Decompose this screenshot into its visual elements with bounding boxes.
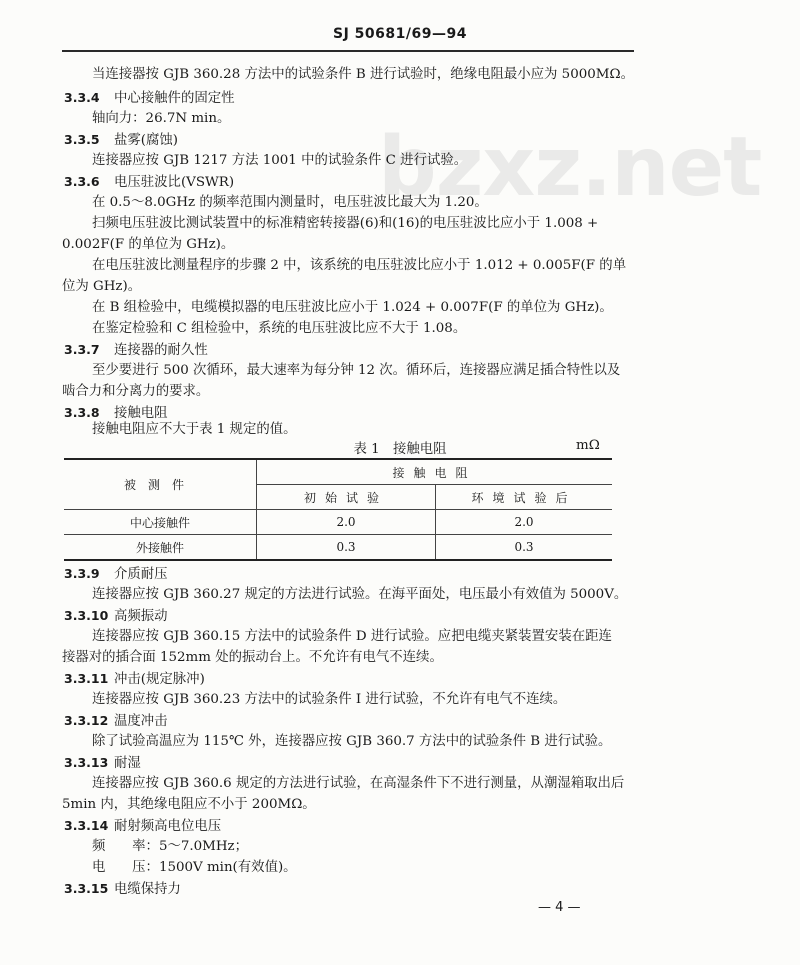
section-title: 盐雾(腐蚀)	[114, 133, 179, 148]
table-cell-after: 2.0	[436, 510, 613, 535]
section-heading-3-3-7	[64, 341, 208, 359]
page-number: — 4 —	[538, 900, 581, 915]
paragraph-line: 扫频电压驻波比测试装置中的标准精密转接器(6)和(16)的电压驻波比应小于 1.008 +	[92, 216, 599, 231]
paragraph-line: 在电压驻波比测量程序的步骤 2 中，该系统的电压驻波比应小于 1.012 + 0.005F(F 的单	[92, 258, 627, 273]
section-title: 高频振动	[114, 609, 168, 624]
paragraph-line: 在 0.5～8.0GHz 的频率范围内测量时，电压驻波比最大为 1.20。	[92, 195, 488, 210]
table-header-item: 被测件	[64, 459, 257, 510]
paragraph-line: 连接器应按 GJB 360.15 方法中的试验条件 D 进行试验。应把电缆夹紧装置安装在距连	[92, 629, 612, 644]
section-title: 连接器的耐久性	[114, 343, 208, 358]
paragraph-line: 5min 内，其绝缘电阻应不小于 200MΩ。	[62, 797, 316, 812]
paragraph-line: 接器对的插合面 152mm 处的振动台上。不允许有电气不连续。	[62, 650, 443, 665]
paragraph-line: 0.002F(F 的单位为 GHz)。	[62, 237, 235, 252]
section-title: 介质耐压	[114, 567, 168, 582]
section-number: 3.3.10	[64, 608, 109, 623]
section-title: 电压驻波比(VSWR)	[114, 175, 235, 190]
section-heading-3-3-8	[64, 404, 168, 422]
table-cell-after: 0.3	[436, 535, 613, 561]
section-heading-3-3-6	[64, 173, 234, 191]
paragraph-line: 在鉴定检验和 C 组检验中，系统的电压驻波比应不大于 1.08。	[92, 321, 467, 336]
table-row	[64, 535, 612, 561]
table-header-initial: 初始试验	[257, 485, 436, 510]
table-cell-item: 外接触件	[64, 535, 257, 561]
watermark: bzxz.net	[378, 120, 762, 215]
section-number: 3.3.13	[64, 755, 109, 770]
section-heading-3-3-14	[64, 817, 221, 835]
section-heading-3-3-5	[64, 131, 178, 149]
table-cell-item: 中心接触件	[64, 510, 257, 535]
table-header-after: 环境试验后	[436, 485, 613, 510]
section-number: 3.3.6	[64, 174, 100, 189]
paragraph-line: 连接器应按 GJB 360.6 规定的方法进行试验，在高湿条件下不进行测量，从潮湿箱取出后	[92, 776, 625, 791]
section-number: 3.3.9	[64, 566, 100, 581]
section-title: 中心接触件的固定性	[114, 91, 235, 106]
section-heading-3-3-11	[64, 670, 205, 688]
section-title: 温度冲击	[114, 714, 168, 729]
section-number: 3.3.11	[64, 671, 109, 686]
paragraph-line: 轴向力：26.7N min。	[92, 111, 231, 126]
section-title: 电缆保持力	[114, 882, 181, 897]
section-heading-3-3-12	[64, 712, 168, 730]
paragraph-line: 电 压：1500V min(有效值)。	[92, 860, 297, 875]
section-title: 接触电阻	[114, 406, 168, 421]
paragraph-line: 当连接器按 GJB 360.28 方法中的试验条件 B 进行试验时，绝缘电阻最小应为 5000MΩ。	[92, 67, 634, 82]
paragraph-line: 在 B 组检验中，电缆模拟器的电压驻波比应小于 1.024 + 0.007F(F 的单位为 GHz)。	[92, 300, 613, 315]
section-heading-3-3-15	[64, 880, 181, 898]
paragraph-line: 接触电阻应不大于表 1 规定的值。	[92, 422, 297, 437]
section-heading-3-3-4	[64, 89, 235, 107]
section-number: 3.3.15	[64, 881, 109, 896]
section-title: 冲击(规定脉冲)	[114, 672, 205, 687]
table-header-group: 接触电阻	[257, 459, 613, 485]
section-title: 耐湿	[114, 756, 141, 771]
section-number: 3.3.12	[64, 713, 109, 728]
paragraph-line: 连接器应按 GJB 360.23 方法中的试验条件 Ⅰ 进行试验，不允许有电气不连续。	[92, 692, 567, 707]
section-number: 3.3.7	[64, 342, 100, 357]
paragraph-line: 至少要进行 500 次循环，最大速率为每分钟 12 次。循环后，连接器应满足插合特性以及	[92, 363, 621, 378]
table-cell-initial: 0.3	[257, 535, 436, 561]
paragraph-line: 位为 GHz)。	[62, 279, 142, 294]
section-heading-3-3-13	[64, 754, 141, 772]
paragraph-line: 啮合力和分离力的要求。	[62, 384, 210, 399]
paragraph-line: 除了试验高温应为 115℃ 外，连接器应按 GJB 360.7 方法中的试验条件 B 进行试验。	[92, 734, 612, 749]
paragraph-line: 连接器应按 GJB 360.27 规定的方法进行试验。在海平面处，电压最小有效值为 5000V。	[92, 587, 628, 602]
section-number: 3.3.5	[64, 132, 100, 147]
section-title: 耐射频高电位电压	[114, 819, 222, 834]
contact-resistance-table	[64, 458, 612, 561]
table-title: 表 1 接触电阻	[353, 442, 447, 457]
document-number-header: SJ 50681/69—94	[333, 26, 467, 42]
header-rule	[62, 50, 634, 52]
section-heading-3-3-10	[64, 607, 168, 625]
table-cell-initial: 2.0	[257, 510, 436, 535]
section-number: 3.3.14	[64, 818, 109, 833]
table-row	[64, 510, 612, 535]
paragraph-line: 频 率：5～7.0MHz；	[92, 839, 248, 854]
table-unit: mΩ	[576, 438, 600, 453]
paragraph-line: 连接器应按 GJB 1217 方法 1001 中的试验条件 C 进行试验。	[92, 153, 468, 168]
section-heading-3-3-9	[64, 565, 168, 583]
section-number: 3.3.8	[64, 405, 100, 420]
section-number: 3.3.4	[64, 90, 100, 105]
